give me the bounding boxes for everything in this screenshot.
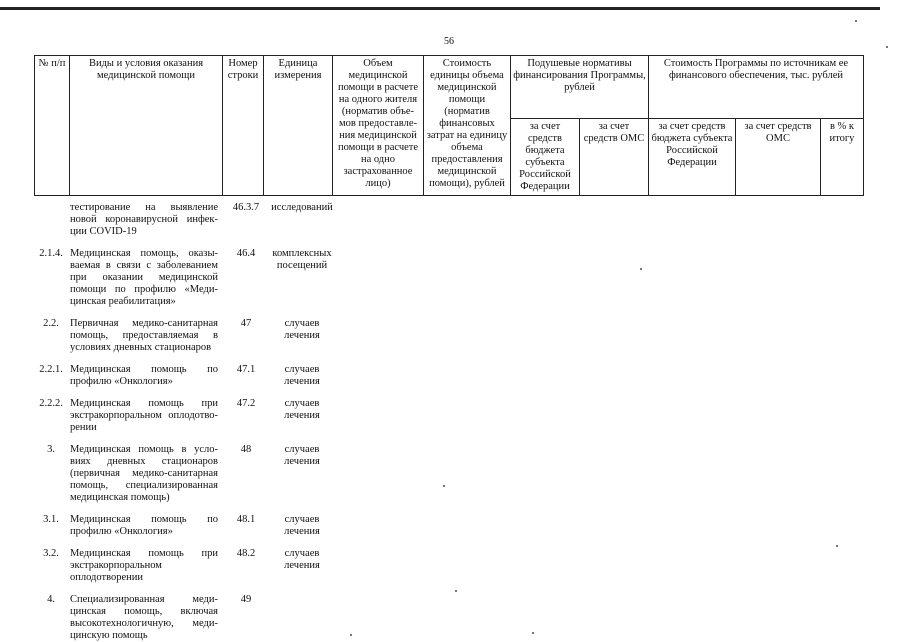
row-name: Медицинская помощь по профилю «Онкология» (70, 364, 218, 387)
row-code: 49 (240, 594, 252, 605)
row-name: Медицинская помощь, оказы-ваемая в связи с заболеванием при оказании медицинской помощи по профилю «Меди-цинская реабилитация» (70, 248, 218, 307)
header-program: Стоимость Программы по источникам ее финансового обеспечения, тыс. рублей (649, 56, 864, 119)
scan-speck (886, 46, 888, 48)
row-name: тестирование на выявление новой коронавирусной инфек-ции COVID-19 (70, 202, 218, 237)
table-row (34, 514, 336, 538)
row-code: 48.1 (236, 514, 256, 525)
scan-speck (836, 545, 838, 547)
row-name: Медицинская помощь при экстракорпоральном оплодотво-рении (70, 398, 218, 433)
header-prog-pct: в % к итогу (821, 119, 864, 196)
row-code: 48.2 (236, 548, 256, 559)
row-name: Специализированная меди-цинская помощь, включая высокотехнологичную, меди-цинскую помощь (70, 594, 218, 641)
row-name: Первичная медико-санитарная помощь, предоставляемая в условиях дневных стационаров (70, 318, 218, 353)
scan-speck (640, 268, 642, 270)
table-row (34, 398, 336, 434)
header-percap-oms: за счет средств ОМС (580, 119, 649, 196)
header-volume: Объем медицинской помощи в расчете на одного жителя (норматив объе-мов предоставле-ния медицинской помощи в расчете на одно застрахованное лицо) (333, 56, 424, 196)
table-row (34, 594, 336, 642)
header-cost: Стоимость единицы объема медицинской помощи (норматив финансовых затрат на единицу объема предоставления медицинской помощи), рублей (424, 56, 511, 196)
row-unit: исследований (271, 202, 333, 213)
table-row (34, 248, 336, 308)
row-code: 47.1 (236, 364, 256, 375)
header-row: Номер строки (223, 56, 264, 196)
table-row (34, 548, 336, 584)
row-unit: случаев лечения (284, 514, 320, 537)
table-body (34, 202, 336, 642)
scan-speck (532, 632, 534, 634)
header-prog-budget: за счет средств бюджета субъекта Российской Федерации (649, 119, 736, 196)
row-code: 46.4 (236, 248, 256, 259)
scan-speck (350, 634, 352, 636)
header-percap: Подушевые нормативы финансирования Программы, рублей (511, 56, 649, 119)
header-num: № п/п (35, 56, 70, 196)
table-row (34, 364, 336, 388)
scan-speck (455, 590, 457, 592)
row-unit: случаев лечения (284, 318, 320, 341)
row-unit: случаев лечения (284, 548, 320, 571)
row-unit: случаев лечения (284, 364, 320, 387)
row-num: 3.2. (43, 548, 59, 559)
scan-speck (443, 485, 445, 487)
row-num: 2.2. (43, 318, 59, 329)
header-unit: Единица измерения (264, 56, 333, 196)
table-row (34, 202, 336, 238)
header-kind: Виды и условия оказания медицинской помощи (70, 56, 223, 196)
row-unit: комплексных посещений (272, 248, 332, 271)
row-num: 4. (47, 594, 55, 605)
table-row (34, 318, 336, 354)
row-num: 2.2.1. (39, 364, 63, 375)
row-code: 47 (240, 318, 252, 329)
row-name: Медицинская помощь по профилю «Онкология» (70, 514, 218, 537)
scan-speck (855, 20, 857, 22)
page-number: 56 (444, 36, 454, 47)
table-row (34, 444, 336, 504)
row-code: 48 (240, 444, 252, 455)
header-prog-oms: за счет средств ОМС (736, 119, 821, 196)
row-code: 46.3.7 (232, 202, 260, 213)
row-num: 3. (47, 444, 55, 455)
row-unit (268, 594, 336, 642)
row-num: 3.1. (43, 514, 59, 525)
row-num: 2.1.4. (39, 248, 63, 259)
header-percap-budget: за счет средств бюджета субъекта Российской Федерации (511, 119, 580, 196)
row-num (34, 202, 68, 238)
row-num: 2.2.2. (39, 398, 63, 409)
row-unit: случаев лечения (284, 398, 320, 421)
top-rule (0, 7, 880, 10)
row-unit: случаев лечения (284, 444, 320, 467)
row-name: Медицинская помощь при экстракорпоральном оплодотворении (70, 548, 218, 583)
table-header (34, 55, 864, 196)
row-code: 47.2 (236, 398, 256, 409)
row-name: Медицинская помощь в усло-виях дневных стационаров (первичная медико-санитарная помощь, специализированная медицинская помощь) (70, 444, 218, 503)
